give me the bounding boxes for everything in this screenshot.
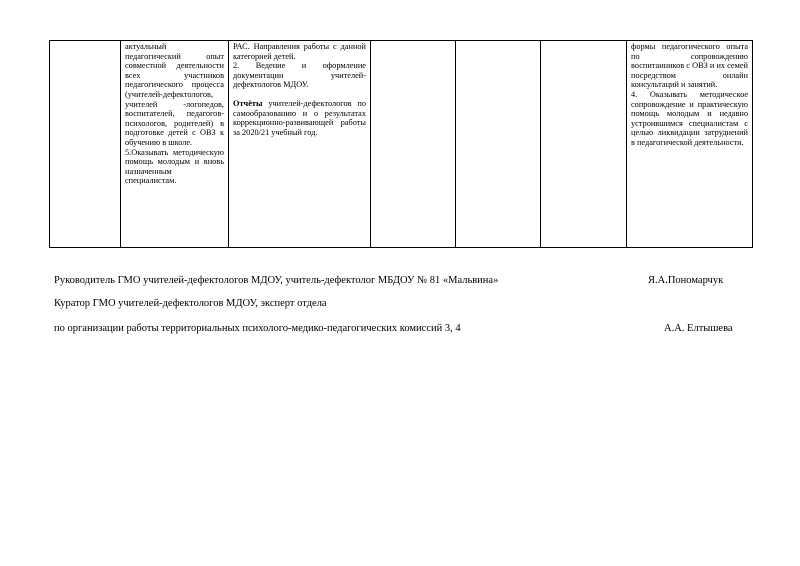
head-name: Я.А.Пономарчук bbox=[648, 275, 724, 286]
report-text: учителей-дефектологов по самообразованию и о результатах коррекционно-развивающей работы за 2020/21 учебный год. bbox=[233, 98, 366, 137]
table-cell-empty bbox=[371, 41, 456, 248]
task-text: формы педагогического опыта по сопровождению воспитанников с ОВЗ и их семей посредством онлайн консультаций и занятий. bbox=[631, 42, 748, 90]
goal-text: актуальный педагогический опыт совместной деятельности всех участников педагогического процесса (учителей-дефектологов, учителей -логопедов, воспитателей, педагогов-психологов, родителей) в подготовке детей с ОВЗ к обучению в школе. bbox=[125, 42, 224, 147]
direction-text: 2. Ведение и оформление документации учителей-дефектологов МДОУ. bbox=[233, 61, 366, 90]
curator-title-line2: по организации работы территориальных психолого-медико-педагогических комиссий 3, 4 bbox=[54, 323, 461, 334]
curator-title-line1: Куратор ГМО учителей-дефектологов МДОУ, эксперт отдела bbox=[54, 298, 327, 309]
table-cell-goals bbox=[121, 41, 229, 248]
task-text: 4. Оказывать методическое сопровождение и практическую помощь молодым и недавно устроившимся специалистам с целью ликвидации затруднений в педагогической деятельности. bbox=[631, 89, 748, 147]
spacer bbox=[233, 90, 366, 99]
table-cell-empty bbox=[456, 41, 541, 248]
table-cell-directions bbox=[229, 41, 371, 248]
curator-name: А.А. Елтышева bbox=[664, 323, 733, 334]
table-cell-tasks bbox=[627, 41, 753, 248]
table-cell-empty bbox=[541, 41, 627, 248]
work-plan-table bbox=[49, 40, 753, 248]
direction-text: РАС. Направления работы с данной категорией детей. bbox=[233, 42, 366, 61]
table-row bbox=[50, 41, 753, 248]
table-cell-empty bbox=[50, 41, 121, 248]
goal-text: 5.Оказывать методическую помощь молодым и вновь назначенным специалистам. bbox=[125, 147, 224, 186]
head-title: Руководитель ГМО учителей-дефектологов МДОУ, учитель-дефектолог МБДОУ № 81 «Мальвина» bbox=[54, 275, 499, 286]
report-heading: Отчёты bbox=[233, 98, 263, 108]
